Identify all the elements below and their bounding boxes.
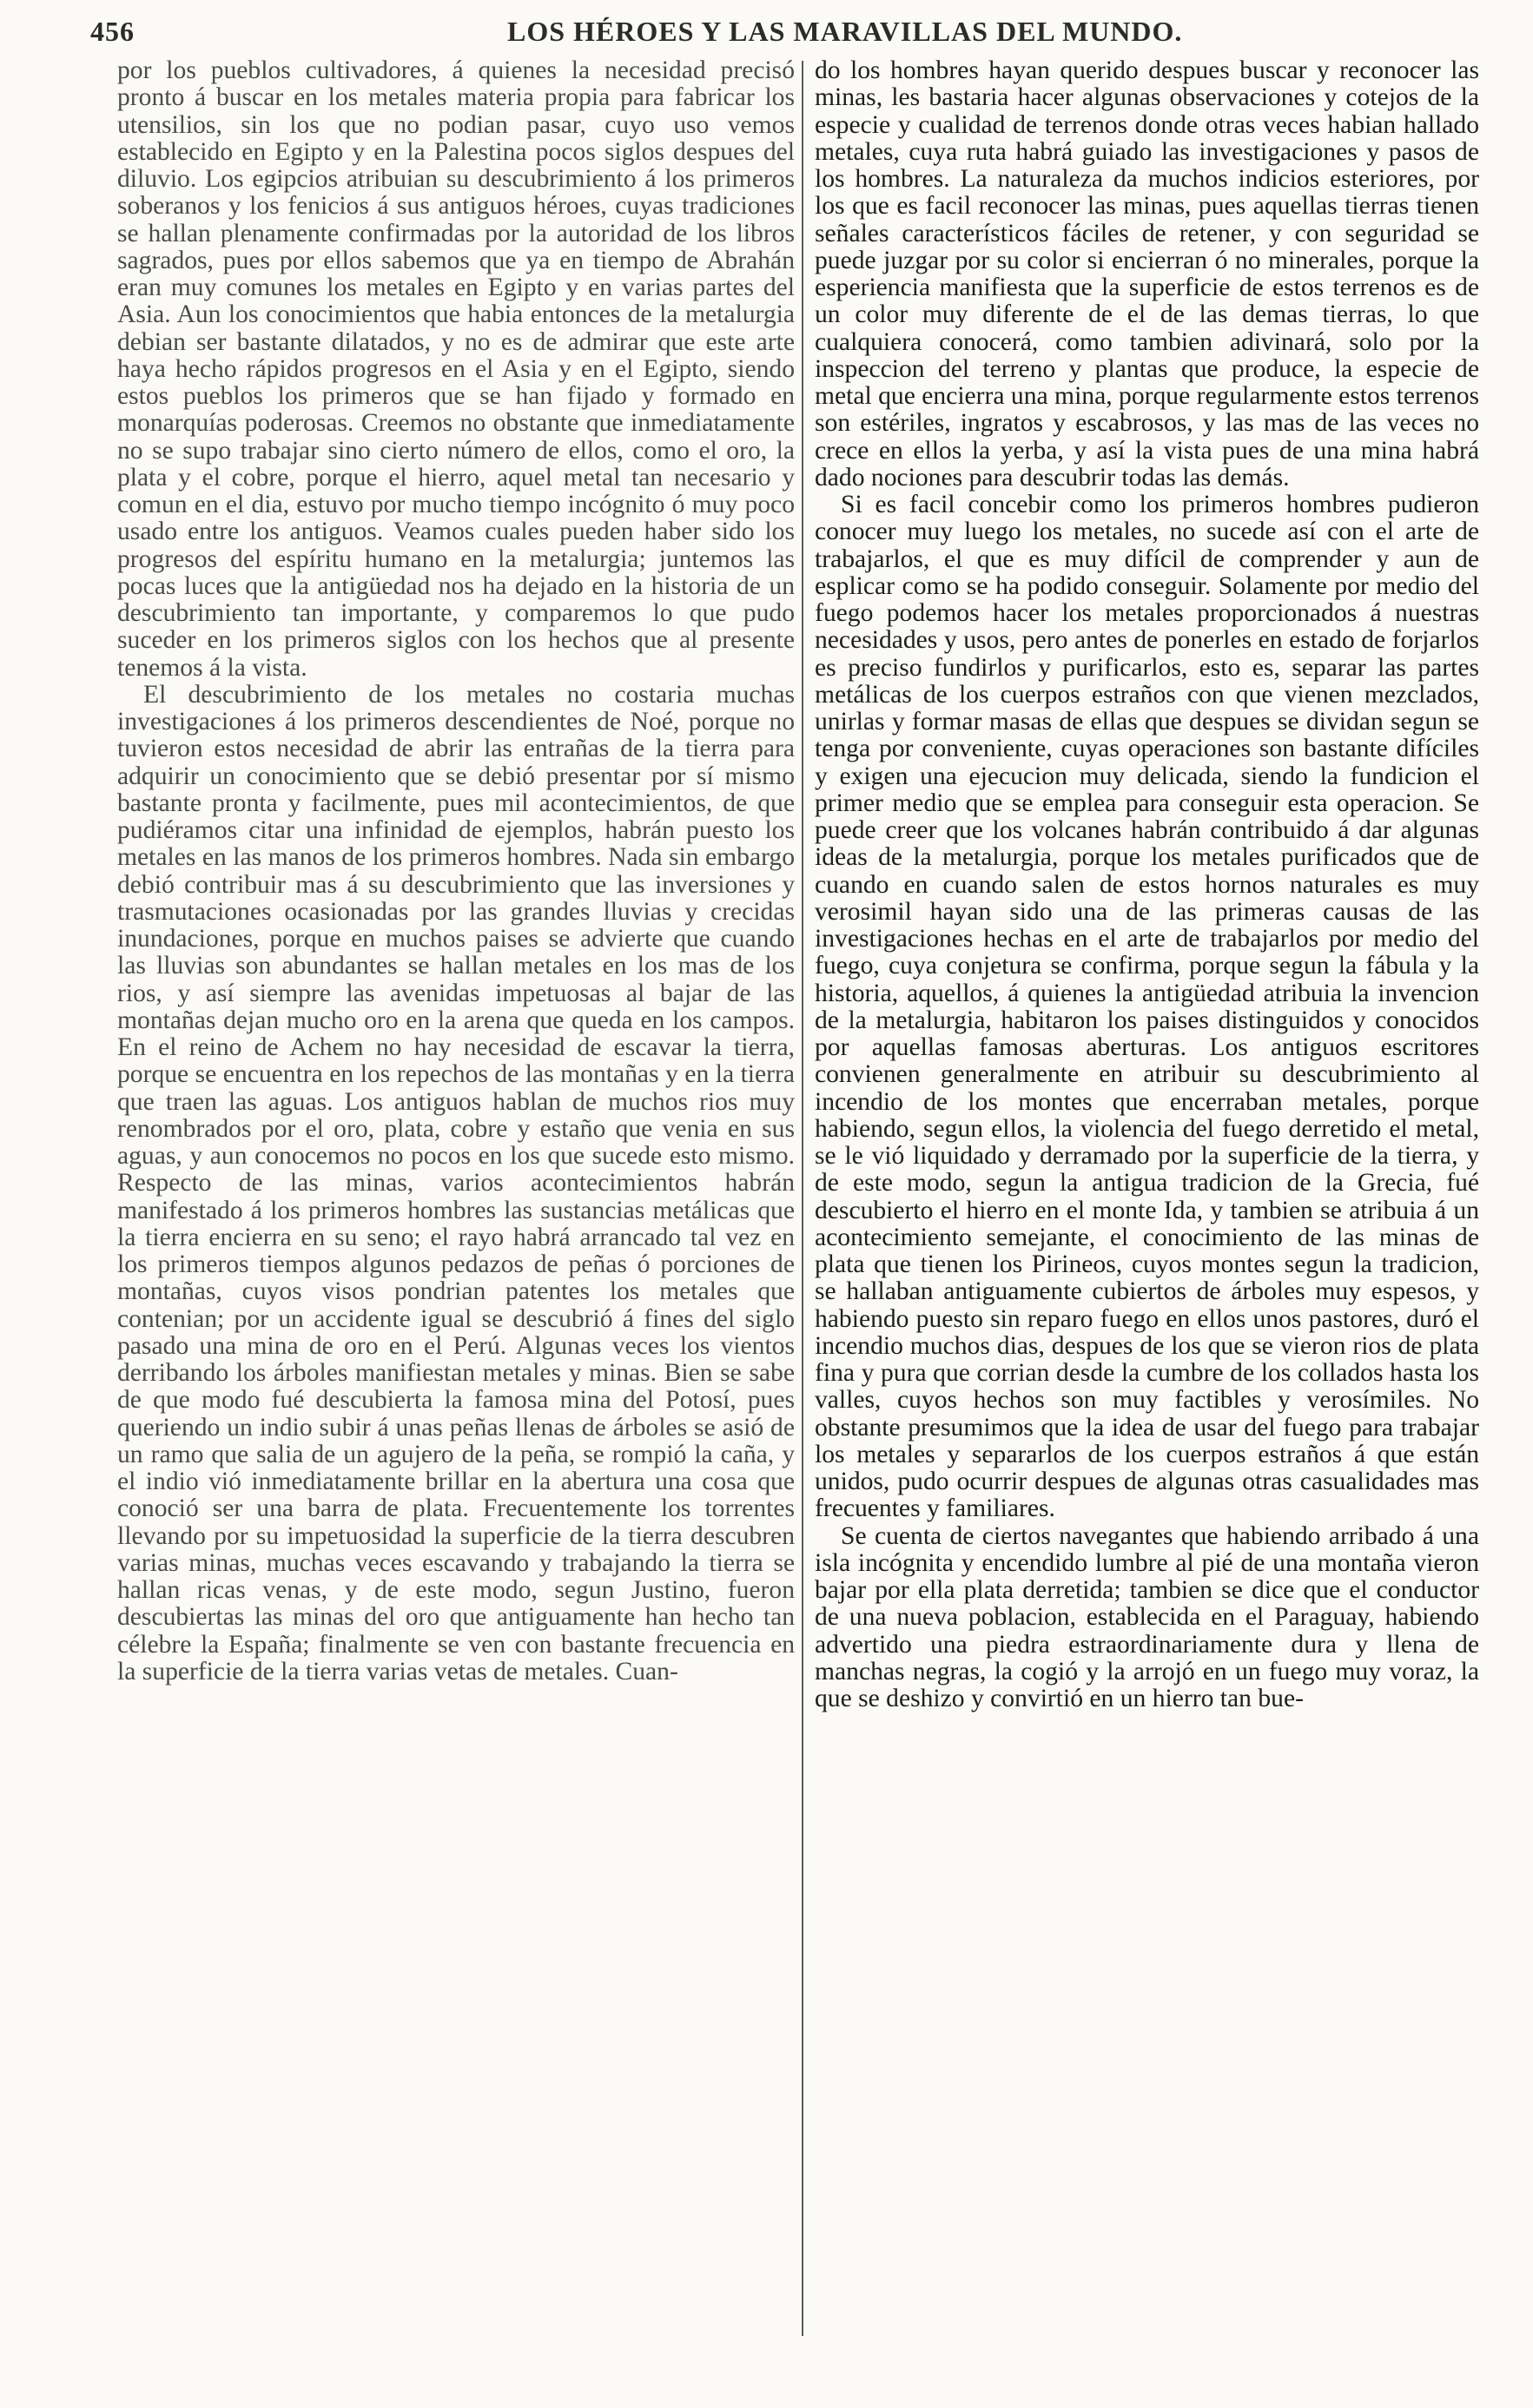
- right-column: [815, 57, 1479, 1712]
- running-title: LOS HÉROES Y LAS MARAVILLAS DEL MUNDO.: [507, 16, 1183, 47]
- right-paragraph-1: do los hombres hayan querido despues buscar y reconocer las minas, les bastaria hacer algunas observaciones y cotejos de la especie y cualidad de terrenos donde otras veces habian hallado metales, cuya ruta habrá guiado las investigaciones y pasos de los hombres. La naturaleza da muchos indicios esteriores, por los que es facil reconocer las minas, pues aquellas tierras tienen señales característicos fáciles de retener, y con seguridad se puede juzgar por su color si encierran ó no minerales, porque la esperiencia manifiesta que la superficie de estos terrenos es de un color muy diferente de el de las demas tierras, lo que cualquiera conocerá, como tambien adivinará, solo por la inspeccion del terreno y plantas que produce, la especie de metal que encierra una mina, porque regularmente estos terrenos son estériles, ingratos y escabrosos, y las mas de las veces no crece en ellos la yerba, y así la vista pues de una mina habrá dado nociones para descubrir todas las demás.: [815, 56, 1480, 491]
- left-paragraph-2: El descubrimiento de los metales no costaria muchas investigaciones á los primeros descendientes de Noé, porque no tuvieron estos necesidad de abrir las entrañas de la tierra para adquirir un conocimiento que se debió presentar por sí mismo bastante pronta y facilmente, pues mil acontecimientos, de que pudiéramos citar una infinidad de ejemplos, habrán puesto los metales en las manos de los primeros hombres. Nada sin embargo debió contribuir mas á su descubrimiento que las inversiones y trasmutaciones ocasionadas por las grandes lluvias y crecidas inundaciones, porque en muchos paises se advierte que cuando las lluvias son abundantes se hallan metales en los mas de los rios, y así siempre las avenidas impetuosas al bajar de las montañas dejan mucho oro en la arena que queda en los campos. En el reino de Achem no hay necesidad de escavar la tierra, porque se encuentra en los repechos de las montañas y en la tierra que traen las aguas. Los antiguos hablan de muchos rios muy renombrados por el oro, plata, cobre y estaño que venia en sus aguas, y aun conocemos no pocos en los que sucede esto mismo. Respecto de las minas, varios acontecimientos habrán manifestado á los primeros hombres las sustancias metálicas que la tierra encierra en su seno; el rayo habrá arrancado tal vez en los primeros tiempos algunos pedazos de peñas ó porciones de montañas, cuyos visos pondrian patentes los metales que contenian; por un accidente igual se descubrió á fines del siglo pasado una mina de oro en el Perú. Algunas veces los vientos derribando los árboles manifiestan metales y minas. Bien se sabe de que modo fué descubierta la famosa mina del Potosí, pues queriendo un indio subir á unas peñas llenas de árboles se asió de un ramo que salia de un agujero de la peña, se rompió la caña, y el indio vió inmediatamente brillar en la abertura una cosa que conoció ser una barra de plata. Frecuentemente los torrentes llevando por su impetuosidad la superficie de la tierra descubren varias minas, muchas veces escavando y trabajando la tierra se hallan ricas venas, y de este modo, segun Justino, fueron descubiertas las minas del oro que antiguamente han hecho tan célebre la España; finalmente se ven con bastante frecuencia en la superficie de la tierra varias vetas de metales. Cuan-: [117, 680, 795, 1686]
- left-paragraph-1: por los pueblos cultivadores, á quienes la necesidad precisó pronto á buscar en los metales materia propia para fabricar los utensilios, sin los que no podian pasar, cuyo uso vemos establecido en Egipto y en la Palestina pocos siglos despues del diluvio. Los egipcios atribuian su descubrimiento á los primeros soberanos y los fenicios á sus antiguos héroes, cuyas tradiciones se hallan plenamente confirmadas por la autoridad de los libros sagrados, pues por ellos sabemos que ya en tiempo de Abrahán eran muy comunes los metales en Egipto y en varias partes del Asia. Aun los conocimientos que habia entonces de la metalurgia debian ser bastante dilatados, y no es de admirar que este arte haya hecho rápidos progresos en el Asia y en el Egipto, siendo estos pueblos los primeros que se han fijado y formado en monarquías poderosas. Creemos no obstante que inmediatamente no se supo trabajar sino cierto número de ellos, como el oro, la plata y el cobre, porque el hierro, aquel metal tan necesario y comun en el dia, estuvo por mucho tiempo incógnito ó muy poco usado entre los antiguos. Veamos cuales pueden haber sido los progresos del espíritu humano en la metalurgia; juntemos las pocas luces que la antigüedad nos ha dejado en la historia de un descubrimiento tan importante, y comparemos lo que pudo suceder en los primeros siglos con los hechos que al presente tenemos á la vista.: [117, 56, 795, 682]
- column-divider: [802, 61, 803, 2336]
- page-number: 456: [90, 16, 135, 47]
- left-column: [117, 57, 795, 1686]
- right-paragraph-3: Se cuenta de ciertos navegantes que habiendo arribado á una isla incógnita y encendido lumbre al pié de una montaña vieron bajar por ella plata derretida; tambien se dice que el conductor de una nueva poblacion, establecida en el Paraguay, habiendo advertido una piedra estraordinariamente dura y llena de manchas negras, la cogió y la arrojó en un fuego muy voraz, la que se deshizo y convirtió en un hierro tan bue-: [815, 1521, 1479, 1712]
- right-paragraph-2: Si es facil concebir como los primeros hombres pudieron conocer muy luego los metales, no sucede así con el arte de trabajarlos, el que es muy difícil de comprender y aun de esplicar como se ha podido conseguir. Solamente por medio del fuego podemos hacer los metales proporcionados á nuestras necesidades y usos, pero antes de ponerles en estado de forjarlos es preciso fundirlos y purificarlos, esto es, separar las partes metálicas de los cuerpos estraños con que vienen mezclados, unirlas y formar masas de ellas que despues se dividan segun se tenga por conveniente, cuyas operaciones son bastante difíciles y exigen una ejecucion muy delicada, siendo la fundicion el primer medio que se emplea para conseguir esta operacion. Se puede creer que los volcanes habrán contribuido á dar algunas ideas de la metalurgia, porque los metales purificados que de cuando en cuando salen de estos hornos naturales es muy verosimil hayan sido una de las primeras causas de las investigaciones hechas en el arte de trabajarlos por medio del fuego, cuya conjetura se confirma, porque segun la fábula y la historia, aquellos, á quienes la antigüedad atribuia la invencion de la metalurgia, habitaron los paises distinguidos y conocidos por aquellas famosas aberturas. Los antiguos escritores convienen generalmente en atribuir su descubrimiento al incendio de los montes que encerraban metales, porque habiendo, segun ellos, la violencia del fuego derretido el metal, se le vió liquidado y derramado por la superficie de la tierra, y de este modo, segun la antigua tradicion de la Grecia, fué descubierto el hierro en el monte Ida, y tambien se atribuia á un acontecimiento semejante, el conocimiento de las minas de plata que tienen los Pirineos, cuyos montes segun la tradicion, se hallaban antiguamente cubiertos de árboles muy espesos, y habiendo puesto sin reparo fuego en ellos unos pastores, duró el incendio muchos dias, despues de los que se vieron rios de plata fina y pura que corrian desde la cumbre de los collados hasta los valles, cuyos hechos son muy factibles y verosímiles. No obstante presumimos que la idea de usar del fuego para trabajar los metales y separarlos de los cuerpos estraños á que están unidos, pudo ocurrir despues de algunas otras casualidades mas frecuentes y familiares.: [815, 491, 1479, 1523]
- page-header: [90, 12, 1472, 52]
